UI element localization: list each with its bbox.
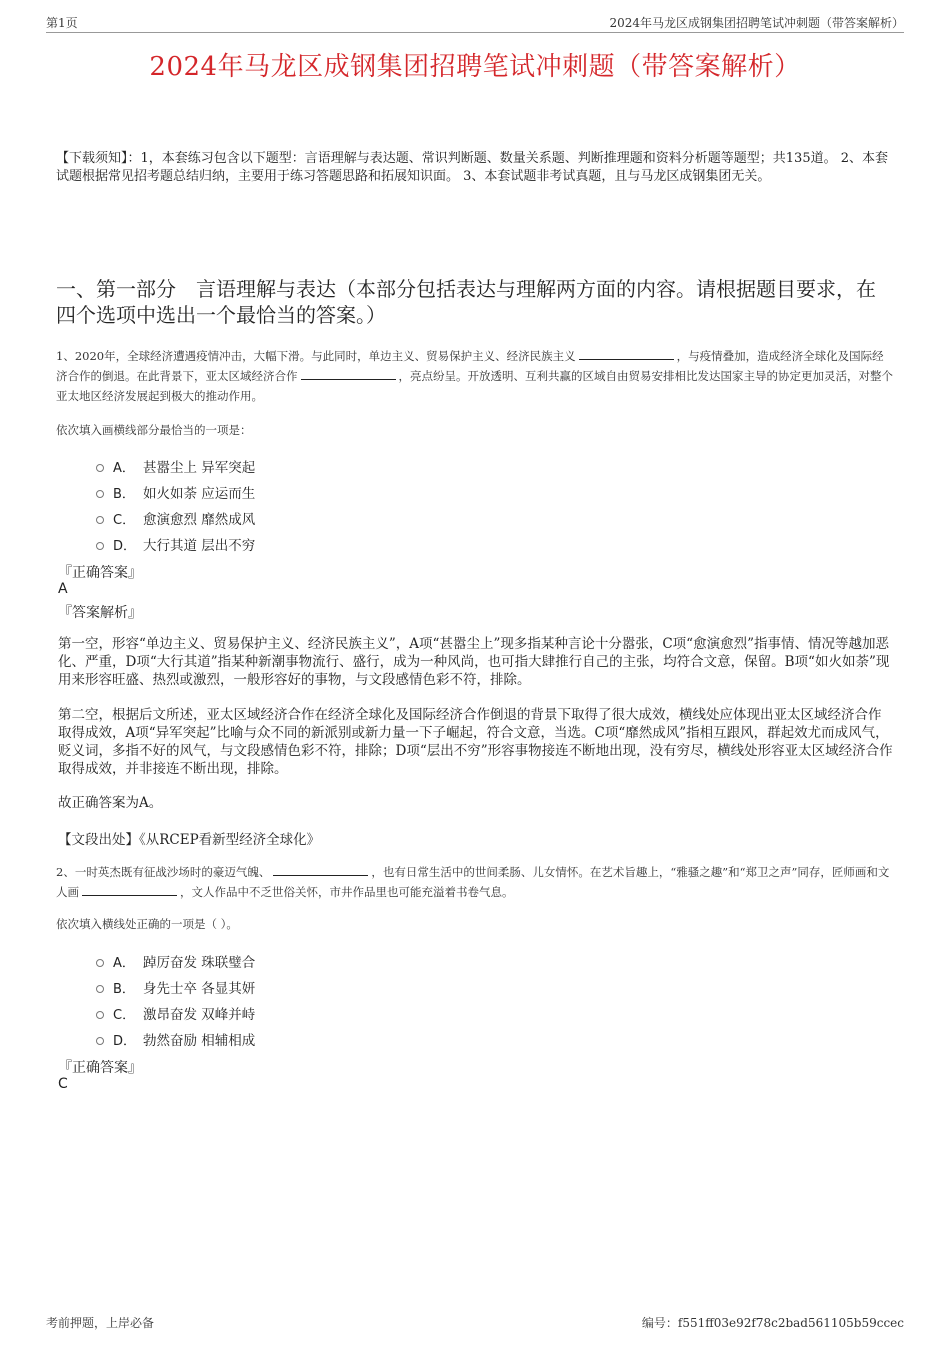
option-text: 甚嚣尘上 异军突起 <box>143 460 256 476</box>
option-letter: B． <box>113 981 135 997</box>
analysis-label: 『答案解析』 <box>58 605 142 621</box>
page-number: 第1页 <box>46 16 78 30</box>
radio-icon[interactable] <box>96 985 104 993</box>
radio-icon[interactable] <box>96 1037 104 1045</box>
option-text: 踔厉奋发 珠联璧合 <box>143 955 256 971</box>
footer-serial: 编号：f551ff03e92f78c2bad561105b59ccec <box>641 1316 904 1330</box>
fill-blank <box>301 367 396 380</box>
question-1-text-part: ，亮点纷呈。开放透明、互利共赢的区域自由贸易安排相比发达国家主导的协定更加灵活，对整个亚太地区经济发展起到极大的推动作用。 <box>56 369 893 403</box>
option-a[interactable] <box>96 948 255 974</box>
option-text: 大行其道 层出不穷 <box>143 538 256 554</box>
radio-icon[interactable] <box>96 542 104 550</box>
question-2-options <box>96 948 255 1052</box>
analysis-conclusion: 故正确答案为A。 <box>58 795 163 811</box>
footer-slogan: 考前押题，上岸必备 <box>46 1316 155 1330</box>
question-2-text-part: ，也有日常生活中的世间柔肠、儿女情怀。在艺术旨趣上，“雅骚之趣”和“郑卫之声”同存，匠师画和文人画 <box>56 865 890 899</box>
page-title: 2024年马龙区成钢集团招聘笔试冲刺题（带答案解析） <box>149 52 801 82</box>
option-text: 勃然奋励 相辅相成 <box>143 1033 256 1049</box>
fill-blank <box>273 863 368 876</box>
option-letter: A． <box>113 955 135 971</box>
question-1-text-part: 1、2020年，全球经济遭遇疫情冲击，大幅下滑。与此同时，单边主义、贸易保护主义、经济民族主义 <box>56 349 576 363</box>
fill-blank <box>579 347 674 360</box>
question-2-text <box>56 862 894 902</box>
radio-icon[interactable] <box>96 516 104 524</box>
option-c[interactable] <box>96 505 255 531</box>
option-c[interactable] <box>96 1000 255 1026</box>
option-letter: C． <box>113 512 136 528</box>
question-1-prompt: 依次填入画横线部分最恰当的一项是： <box>56 423 252 437</box>
section-heading: 一、第一部分 言语理解与表达（本部分包括表达与理解两方面的内容。请根据题目要求，在四个选项中选出一个最恰当的答案。） <box>56 277 876 327</box>
option-text: 如火如荼 应运而生 <box>143 486 256 502</box>
answer-label: 『正确答案』 <box>58 1060 142 1076</box>
question-2-text-part: 2、一时英杰既有征战沙场时的豪迈气魄、 <box>56 865 271 879</box>
option-letter: D． <box>113 538 137 554</box>
page-header <box>46 14 904 33</box>
option-letter: A． <box>113 460 135 476</box>
page-footer <box>46 1314 904 1331</box>
option-letter: C． <box>113 1007 136 1023</box>
fill-blank <box>82 883 177 896</box>
option-b[interactable] <box>96 479 255 505</box>
correct-answer: C <box>58 1076 68 1092</box>
radio-icon[interactable] <box>96 490 104 498</box>
analysis-paragraph-1: 第一空，形容“单边主义、贸易保护主义、经济民族主义”，A项“甚嚣尘上”现多指某种言论十分嚣张，C项“愈演愈烈”指事情、情况等越加恶化、严重，D项“大行其道”指某种新潮事物流行、盛行，成为一种风尚，也可指大肆推行自己的主张，均符合文意，保留。B项“如火如荼”现用来形容旺盛、热烈或激烈，一般形容好的事物，与文段感情色彩不符，排除。 <box>58 636 890 688</box>
option-text: 激昂奋发 双峰并峙 <box>143 1007 256 1023</box>
question-2-text-part: ，文人作品中不乏世俗关怀，市井作品里也可能充溢着书卷气息。 <box>180 885 514 899</box>
option-text: 身先士卒 各显其妍 <box>143 981 256 997</box>
question-1-text-part: ，与疫情叠加，造成经济全球化及国际经济合作的倒退。在此背景下，亚太区域经济合作 <box>56 349 884 383</box>
radio-icon[interactable] <box>96 959 104 967</box>
option-a[interactable] <box>96 453 255 479</box>
question-1-text <box>56 346 894 406</box>
option-letter: B． <box>113 486 135 502</box>
option-text: 愈演愈烈 靡然成风 <box>143 512 256 528</box>
download-notice: 【下载须知】：1，本套练习包含以下题型：言语理解与表达题、常识判断题、数量关系题、判断推理题和资料分析题等题型；共135道。 2、本套试题根据常见招考题总结归纳，主要用于练习答题思路和拓展知识面。 3、本套试题非考试真题，且与马龙区成钢集团无关。 <box>56 151 888 184</box>
option-d[interactable] <box>96 1026 255 1052</box>
passage-source: 【文段出处】《从RCEP看新型经济全球化》 <box>58 832 321 848</box>
option-d[interactable] <box>96 531 255 557</box>
analysis-paragraph-2: 第二空，根据后文所述，亚太区域经济合作在经济全球化及国际经济合作倒退的背景下取得了很大成效，横线处应体现出亚太区域经济合作取得成效，A项“异军突起”比喻与众不同的新派别或新力量一下子崛起，符合文意，当选。C项“靡然成风”指相互跟风，群起效尤而成风气，贬义词，多指不好的风气，与文段感情色彩不符，排除；D项“层出不穷”形容事物接连不断地出现，没有穷尽，横线处形容亚太区域经济合作取得成效，并非接连不断出现，排除。 <box>58 707 893 777</box>
option-b[interactable] <box>96 974 255 1000</box>
radio-icon[interactable] <box>96 1011 104 1019</box>
radio-icon[interactable] <box>96 464 104 472</box>
option-letter: D． <box>113 1033 137 1049</box>
question-2-prompt: 依次填入横线处正确的一项是（ ）。 <box>56 917 238 931</box>
question-1-options <box>96 453 255 557</box>
correct-answer: A <box>58 581 68 597</box>
header-doc-title: 2024年马龙区成钢集团招聘笔试冲刺题（带答案解析） <box>609 16 904 30</box>
answer-label: 『正确答案』 <box>58 565 142 581</box>
